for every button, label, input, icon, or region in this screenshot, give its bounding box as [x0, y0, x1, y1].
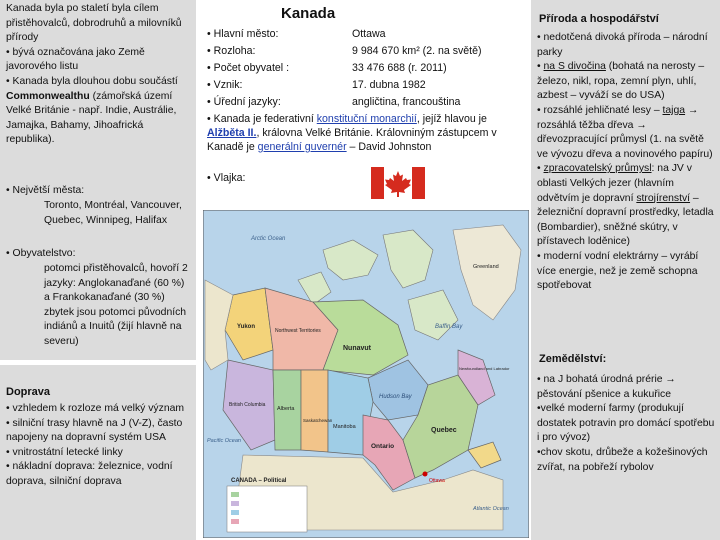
- commonwealth-pre: • Kanada byla dlouhou dobu součástí: [6, 75, 178, 87]
- map-label-pacific-ocean: Pacific Ocean: [207, 438, 241, 444]
- fact-value-founded: 17. dubna 1982: [352, 79, 426, 91]
- maple-leaf-bullet: • bývá označována jako Země javorového listu: [6, 46, 145, 73]
- federation-post: – David Johnston: [346, 141, 432, 153]
- fact-label-population: • Počet obyvatel :: [207, 62, 290, 74]
- constitutional-monarchy-link[interactable]: konstituční monarchií: [316, 113, 417, 125]
- page-title: Kanada: [281, 5, 336, 22]
- engineering-term: strojírenství: [636, 192, 691, 204]
- map-label-manitoba: Manitoba: [333, 424, 356, 430]
- map-label-quebec: Quebec: [431, 427, 457, 434]
- agriculture-line: •velké moderní farmy (produkují dostatek potravin pro domácí spotřebu i pro vývoz): [537, 403, 715, 444]
- governor-general-link[interactable]: generální guvernér: [257, 141, 347, 153]
- map-label-greenland: Greenland: [473, 264, 499, 270]
- nature-line-pre: • rozsáhlé jehličnaté lesy –: [537, 104, 663, 116]
- commonwealth-term: Commonwealthu: [6, 90, 90, 102]
- processing-industry-term: zpracovatelský průmysl: [543, 163, 652, 175]
- intro-line: Kanada byla po staletí byla cílem přistěhovalců, dobrodruhů a milovníků přírody: [6, 3, 182, 44]
- population-text: potomci přistěhovalců, hovoří 2 jazyky: Anglokanaďané (60 %) a Frankokanaďané (30 %) zbytek jsou potomci původních indiánů a Inuitů (žijí hlavně na severu): [44, 263, 188, 347]
- agriculture-text: [537, 373, 715, 475]
- taiga-term: tajga: [662, 104, 686, 116]
- canada-political-map: [203, 210, 529, 538]
- nature-line: → rozsáhlá těžba dřeva → dřevozpracující průmysl (1. na světě ve vývozu dřeva a novinového papíru): [537, 104, 713, 160]
- nature-line: : na JV v oblasti Velkých jezer (hlavním odvětvím je dopravní: [537, 163, 692, 204]
- nature-line-pre: •: [537, 163, 544, 175]
- map-label-arctic-ocean: Arctic Ocean: [251, 236, 286, 242]
- fact-value-area: 9 984 670 km² (2. na světě): [352, 45, 482, 57]
- cities-list: Toronto, Montréal, Vancouver, Quebec, Winnipeg, Halifax: [44, 200, 182, 226]
- transport-line: • silniční trasy hlavně na J (V-Z), často napojeny na dopravní systém USA: [6, 417, 183, 444]
- canada-flag-icon: [371, 167, 425, 199]
- federation-pre: • Kanada je federativní: [207, 113, 317, 125]
- map-label-saskatchewan: Saskatchewan: [303, 418, 333, 423]
- map-label-newfoundland: Newfoundland and Labrador: [459, 366, 510, 371]
- fact-label-languages: • Úřední jazyky:: [207, 96, 281, 108]
- fact-label-area: • Rozloha:: [207, 45, 256, 57]
- map-label-yukon: Yukon: [237, 324, 256, 330]
- nature-line: • nedotčená divoká příroda – národní parky: [537, 32, 708, 58]
- flag-label: • Vlajka:: [207, 172, 246, 184]
- nature-line: (bohatá na nerosty – železo, nikl, ropa, zemní plyn, uhlí, azbest – vyváží se do USA): [537, 61, 705, 102]
- federation-mid: , jejíž hlavou je: [416, 113, 487, 125]
- map-label-bc: British Columbia: [229, 402, 266, 408]
- map-label-atlantic-ocean: Atlantic Ocean: [473, 506, 509, 512]
- commonwealth-post: (zámořská území Velké Británie - např. Indie, Austrálie, Jamajka, Bahamy, Jihoafrická republika).: [6, 90, 177, 146]
- elizabeth-link[interactable]: Alžběta II.: [207, 127, 257, 139]
- ottawa-marker: [423, 472, 428, 477]
- map-label-baffin-bay: Baffin Bay: [435, 324, 463, 330]
- fact-label-founded: • Vznik:: [207, 79, 243, 91]
- left-info-panel: [0, 0, 196, 360]
- cities-label: • Největší města:: [6, 185, 85, 196]
- transport-line: • vnitrostátní letecké linky: [6, 446, 123, 458]
- transport-line: • vzhledem k rozloze má velký význam: [6, 403, 185, 414]
- nature-line-pre: •: [537, 61, 544, 73]
- map-label-nunavut: Nunavut: [343, 345, 371, 352]
- map-label-alberta: Alberta: [277, 406, 295, 412]
- north-wild-term: na S divočina: [543, 61, 606, 73]
- nature-text: [537, 31, 717, 294]
- map-title: CANADA – Political: [231, 478, 287, 484]
- fact-label-capital: • Hlavní město:: [207, 28, 279, 40]
- map-label-ottawa: Ottawa: [429, 478, 445, 484]
- nature-economy-panel: [531, 0, 720, 540]
- agriculture-line: •chov skotu, drůbeže a kožešinových zvířat, na pobřeží rybolov: [537, 446, 708, 473]
- federation-text: [207, 112, 527, 154]
- agriculture-header: Zemědělství:: [539, 353, 607, 365]
- nature-line: • moderní vodní elektrárny – vyrábí více energie, než je země schopna spotřebovat: [537, 250, 699, 292]
- population-label: • Obyvatelstvo:: [6, 248, 76, 259]
- fact-value-population: 33 476 688 (r. 2011): [352, 62, 447, 74]
- transport-line: • nákladní doprava: železnice, vodní doprava, silniční doprava: [6, 461, 173, 487]
- transport-header: Doprava: [6, 386, 51, 398]
- transport-panel: [0, 365, 196, 540]
- map-label-hudson-bay: Hudson Bay: [379, 394, 412, 400]
- fact-value-capital: Ottawa: [352, 28, 386, 40]
- nature-line: – železniční dopravní prostředky, letadla (Bombardier), sněžné skútry, v přístavech loděnice): [537, 192, 714, 248]
- nature-header: Příroda a hospodářství: [539, 13, 659, 25]
- agriculture-line: • na J bohatá úrodná prérie → pěstování pšenice a kukuřice: [537, 374, 676, 400]
- map-label-nwt: Northwest Territories: [275, 328, 321, 334]
- intro-text: [6, 2, 190, 148]
- fact-value-languages: angličtina, francouština: [352, 96, 461, 108]
- map-label-ontario: Ontario: [371, 443, 395, 450]
- federation-mid2: , královna Velké Británie. Královniným zástupcem v Kanadě je: [207, 127, 497, 153]
- transport-text: [6, 402, 192, 490]
